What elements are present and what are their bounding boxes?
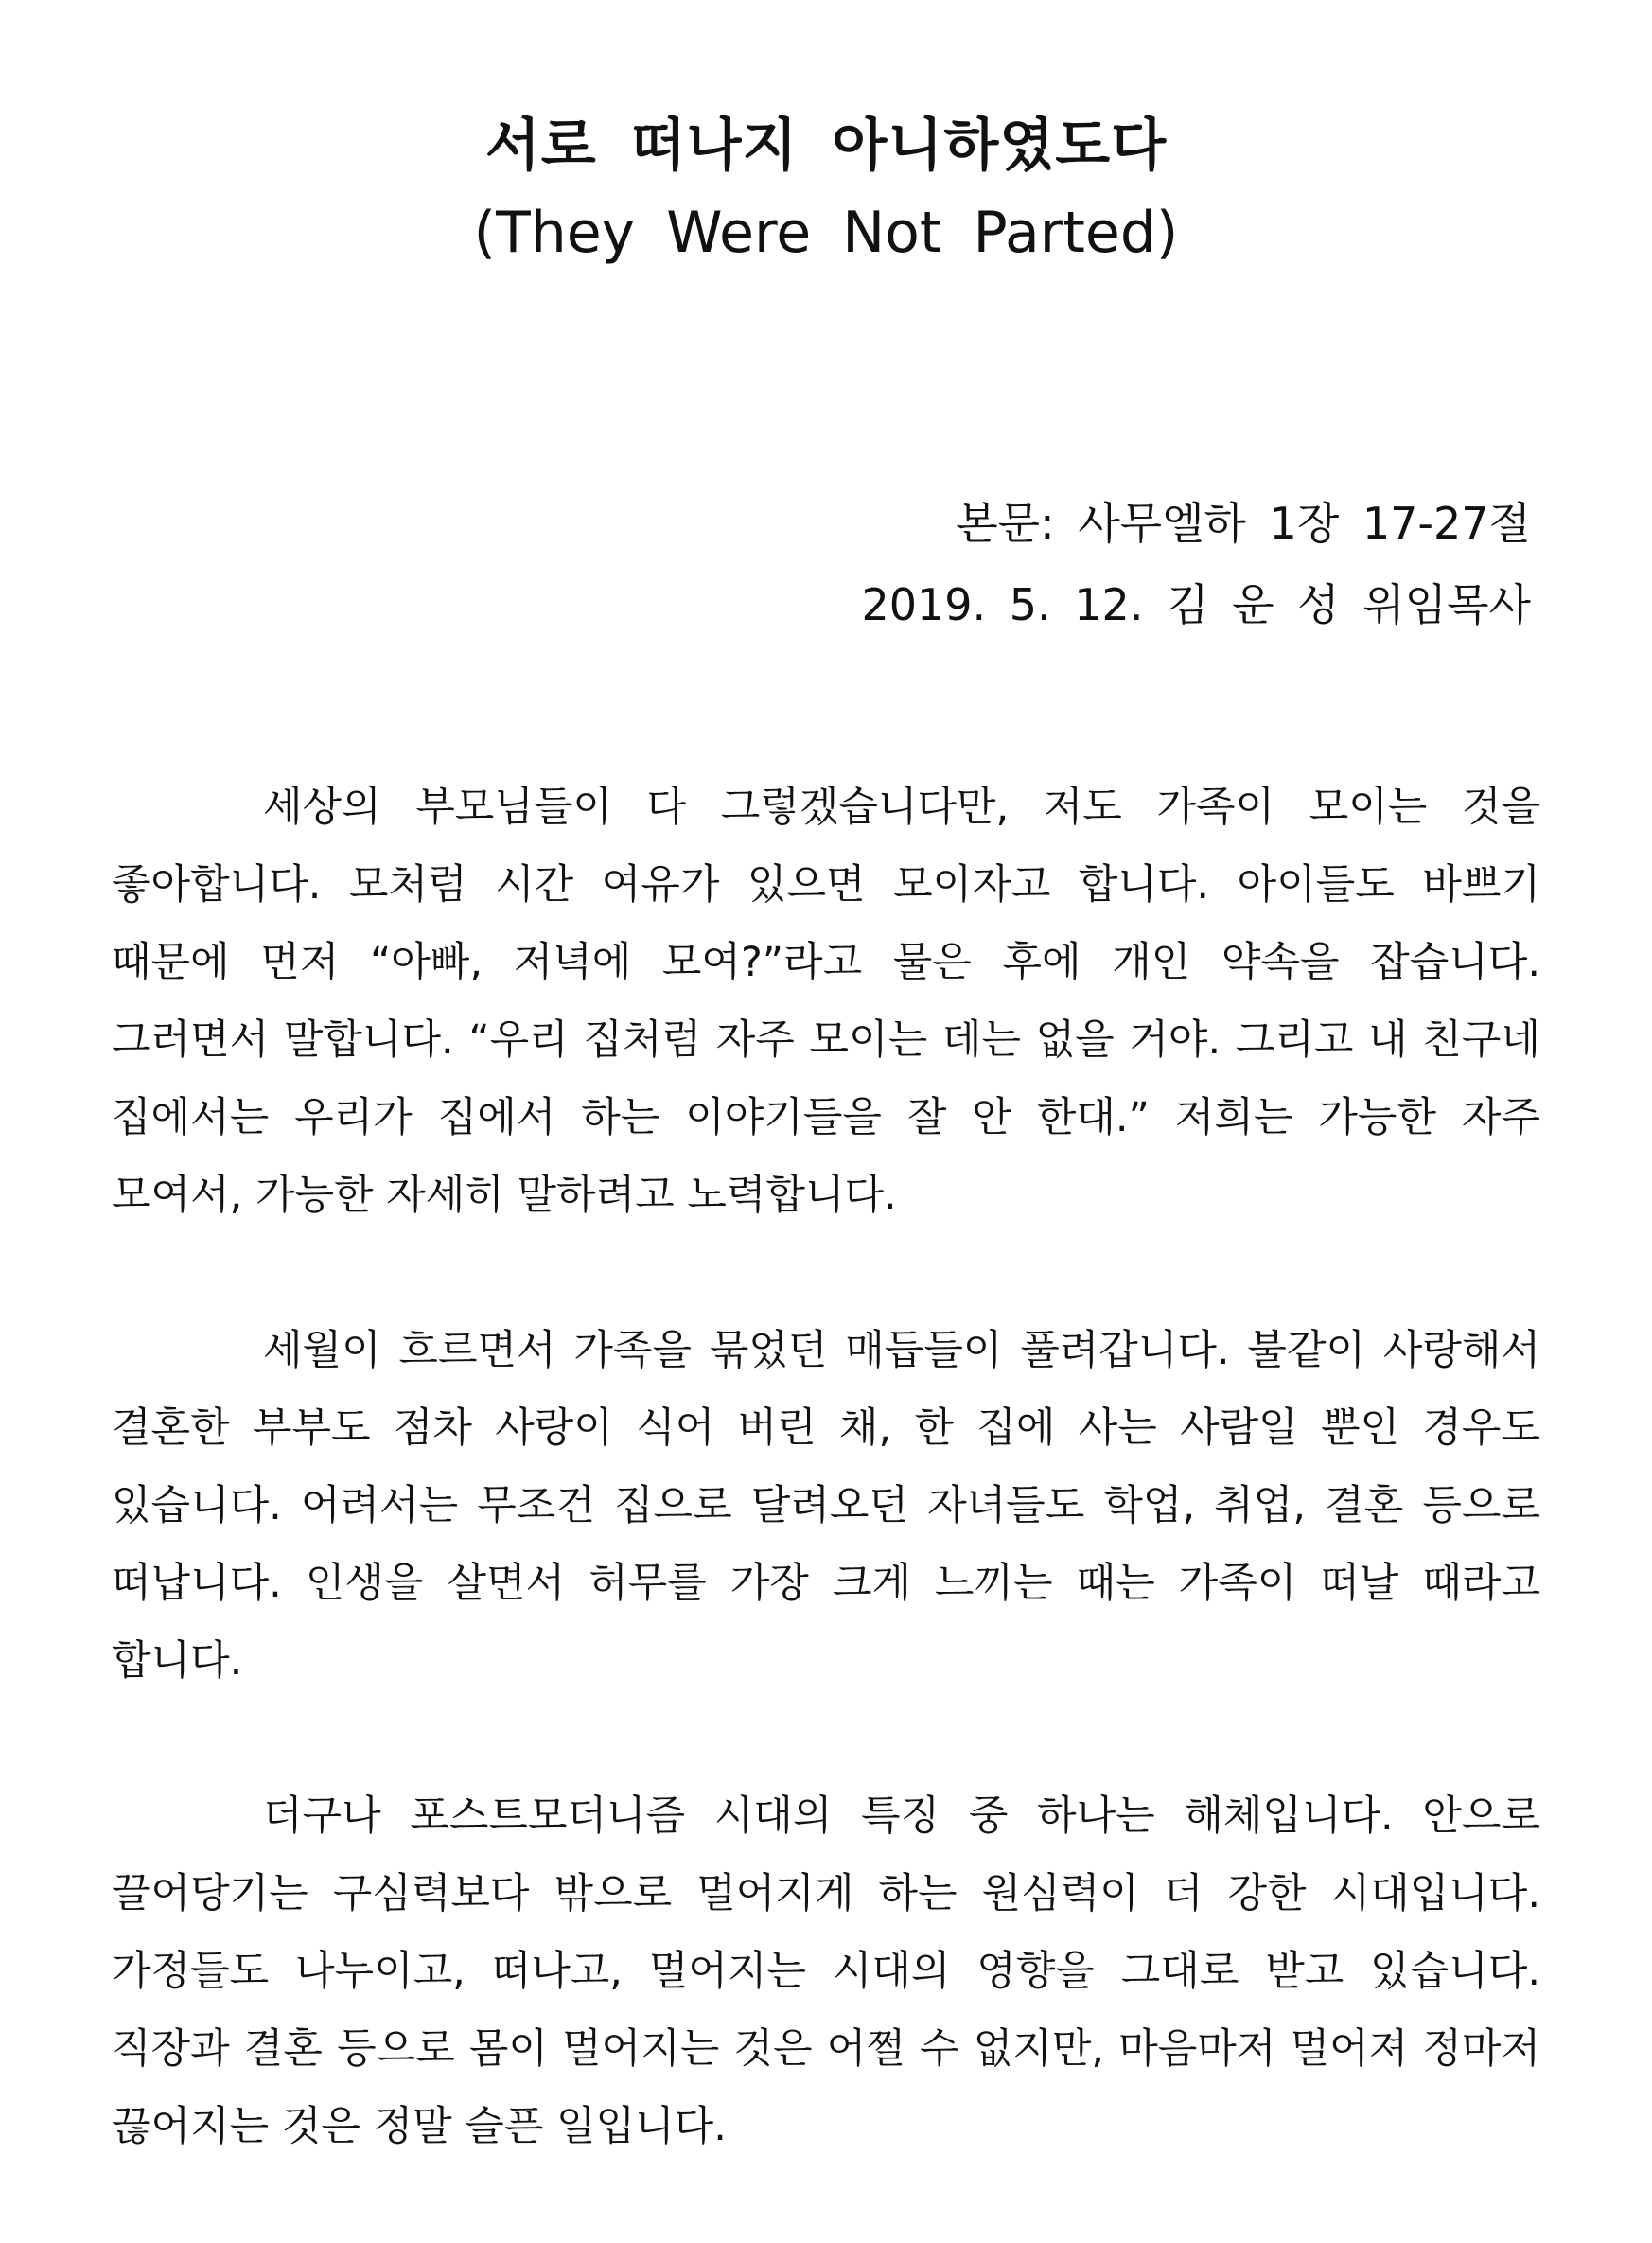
body-paragraph-3: 더구나 포스트모더니즘 시대의 특징 중 하나는 해체입니다. 안으로 끌어당기는 구심력보다 밖으로 멀어지게 하는 원심력이 더 강한 시대입니다. 가정들도 나누이고, 떠나고, 멀어지는 시대의 영향을 그대로 받고 있습니다. 직장과 결혼 등으로 몸이 멀어지는 것은 어쩔 수 없지만, 마음마저 멀어져 정마저 끊어지는 것은 정말 슬픈 일입니다. (112, 1793, 1540, 2150)
scripture-reference: 본문: 사무엘하 1장 17-27절 (956, 498, 1531, 549)
body-paragraph-1: 세상의 부모님들이 다 그렇겠습니다만, 저도 가족이 모이는 것을 좋아합니다. 모처럼 시간 여유가 있으면 모이자고 합니다. 아이들도 바쁘기 때문에 먼저 “아빠, 저녁에 모여?”라고 물은 후에 개인 약속을 잡습니다. 그러면서 말합니다. “우리 집처럼 자주 모이는 데는 없을 거야. 그리고 내 친구네 집에서는 우리가 집에서 하는 이야기들을 잘 안 한대.” 저희는 가능한 자주 모여서, 가능한 자세히 말하려고 노력합니다. (112, 784, 1540, 1219)
sermon-subtitle: (They Were Not Parted) (473, 200, 1179, 266)
sermon-body (112, 768, 1540, 2243)
body-paragraph-2: 세월이 흐르면서 가족을 묶었던 매듭들이 풀려갑니다. 불같이 사랑해서 결혼한 부부도 점차 사랑이 식어 버린 채, 한 집에 사는 사람일 뿐인 경우도 있습니다. 어려서는 무조건 집으로 달려오던 자녀들도 학업, 취업, 결혼 등으로 떠납니다. 인생을 살면서 허무를 가장 크게 느끼는 때는 가족이 떠날 때라고 합니다. (112, 1327, 1540, 1685)
sermon-title: 서로 떠나지 아니하였도다 (484, 113, 1168, 179)
title-block (0, 102, 1652, 276)
date-author-line: 2019. 5. 12. 김 운 성 위임목사 (861, 579, 1531, 630)
reference-block (861, 483, 1531, 645)
